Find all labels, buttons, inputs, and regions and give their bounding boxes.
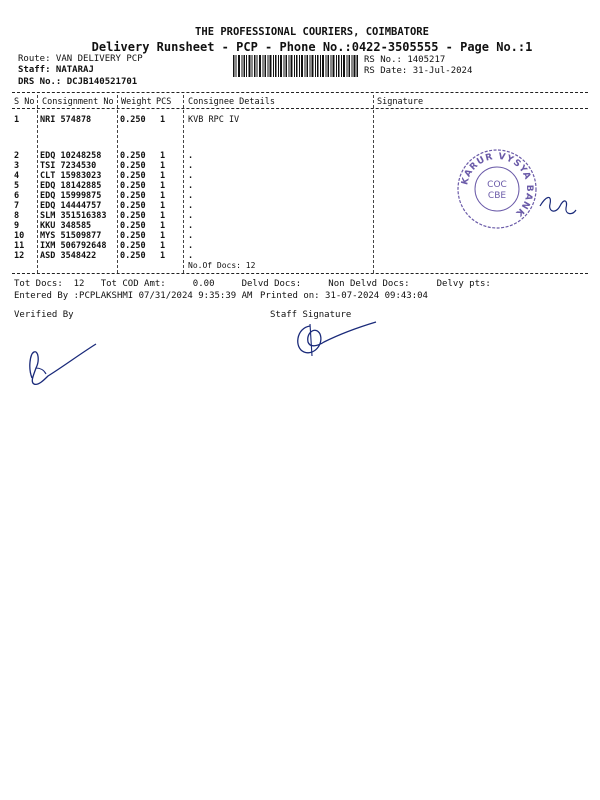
row-weight: 0.250 (120, 201, 146, 211)
entered-by: Entered By :PCPLAKSHMI 07/31/2024 9:35:39 AM (14, 291, 253, 301)
recipient-signature (538, 186, 578, 220)
table-bottom-rule (12, 273, 588, 274)
row-consignment: EDQ 14444757 (40, 201, 102, 211)
row-weight: 0.250 (120, 115, 146, 125)
row-pcs: 1 (160, 115, 166, 125)
rs-date: RS Date: 31-Jul-2024 (364, 66, 473, 76)
printed-on: Printed on: 31-07-2024 09:43:04 (260, 291, 428, 301)
row-weight: 0.250 (120, 211, 146, 221)
row-details: . (188, 201, 194, 211)
column-header-sno: S No (14, 97, 35, 107)
rs-number: RS No.: 1405217 (364, 55, 446, 65)
row-consignment: MYS 51509877 (40, 231, 102, 241)
row-details: . (188, 161, 194, 171)
verifier-signature (24, 338, 104, 388)
column-header-signature: Signature (377, 97, 424, 107)
route-label: Route: VAN DELIVERY PCP (18, 54, 143, 64)
row-consignment: SLM 351516383 (40, 211, 107, 221)
row-pcs: 1 (160, 251, 166, 261)
row-consignment: CLT 15983023 (40, 171, 102, 181)
row-consignment: ASD 3548422 (40, 251, 97, 261)
row-details: . (188, 151, 194, 161)
row-details: . (188, 241, 194, 251)
row-pcs: 1 (160, 171, 166, 181)
row-details: . (188, 251, 194, 261)
stamp-line-2: CBE (487, 191, 507, 201)
drs-number: DRS No.: DCJB140521701 (18, 77, 138, 87)
verified-by-label: Verified By (14, 310, 74, 320)
row-pcs: 1 (160, 161, 166, 171)
row-sno: 12 (14, 251, 25, 261)
row-sno: 5 (14, 181, 20, 191)
row-details: . (188, 211, 194, 221)
column-header-weight: Weight (121, 97, 152, 107)
row-pcs: 1 (160, 211, 166, 221)
docs-count: No.Of Docs: 12 (188, 261, 256, 270)
totals-line: Tot Docs: 12 Tot COD Amt: 0.00 Delvd Docs: Non Delvd Docs: Delvy pts: (14, 279, 491, 289)
stamp-line-1: COC (487, 180, 507, 190)
row-details: KVB RPC IV (188, 115, 240, 125)
company-name: THE PROFESSIONAL COURIERS, COIMBATORE (195, 26, 429, 38)
row-consignment: NRI 574878 (40, 115, 92, 125)
row-sno: 3 (14, 161, 20, 171)
row-pcs: 1 (160, 221, 166, 231)
row-sno: 11 (14, 241, 25, 251)
row-details: . (188, 181, 194, 191)
column-header-consignment: Consignment No (42, 97, 114, 107)
row-pcs: 1 (160, 151, 166, 161)
row-pcs: 1 (160, 181, 166, 191)
row-consignment: EDQ 18142885 (40, 181, 102, 191)
row-sno: 7 (14, 201, 20, 211)
row-weight: 0.250 (120, 181, 146, 191)
table-row (0, 231, 600, 241)
bank-stamp (455, 147, 539, 231)
row-weight: 0.250 (120, 161, 146, 171)
row-consignment: EDQ 10248258 (40, 151, 102, 161)
column-header-consignee: Consignee Details (188, 97, 275, 107)
row-weight: 0.250 (120, 251, 146, 261)
row-details: . (188, 231, 194, 241)
row-consignment: IXM 506792648 (40, 241, 107, 251)
row-sno: 2 (14, 151, 20, 161)
staff-signature-label: Staff Signature (270, 310, 352, 320)
row-sno: 8 (14, 211, 20, 221)
row-consignment: EDQ 15999875 (40, 191, 102, 201)
table-top-rule (12, 92, 588, 93)
row-sno: 9 (14, 221, 20, 231)
table-row (0, 241, 600, 251)
runsheet-title: Delivery Runsheet - PCP - Phone No.:0422-3505555 - Page No.:1 (91, 40, 533, 54)
table-row (0, 115, 600, 125)
row-consignment: TSI 7234530 (40, 161, 97, 171)
row-pcs: 1 (160, 201, 166, 211)
row-sno: 4 (14, 171, 20, 181)
table-header-rule (12, 108, 588, 109)
row-sno: 10 (14, 231, 25, 241)
row-weight: 0.250 (120, 171, 146, 181)
row-pcs: 1 (160, 191, 166, 201)
staff-signature (290, 318, 380, 360)
row-consignment: KKU 348585 (40, 221, 92, 231)
table-row (0, 251, 600, 261)
row-sno: 1 (14, 115, 20, 125)
row-weight: 0.250 (120, 231, 146, 241)
row-weight: 0.250 (120, 191, 146, 201)
row-weight: 0.250 (120, 241, 146, 251)
row-sno: 6 (14, 191, 20, 201)
stamp-arc-text: KARUR VYSYA BANK (460, 151, 535, 219)
row-details: . (188, 221, 194, 231)
barcode-icon (233, 55, 358, 77)
row-pcs: 1 (160, 241, 166, 251)
row-weight: 0.250 (120, 151, 146, 161)
row-weight: 0.250 (120, 221, 146, 231)
row-details: . (188, 191, 194, 201)
row-pcs: 1 (160, 231, 166, 241)
staff-label: Staff: NATARAJ (18, 65, 94, 75)
column-header-pcs: PCS (156, 97, 172, 107)
row-details: . (188, 171, 194, 181)
